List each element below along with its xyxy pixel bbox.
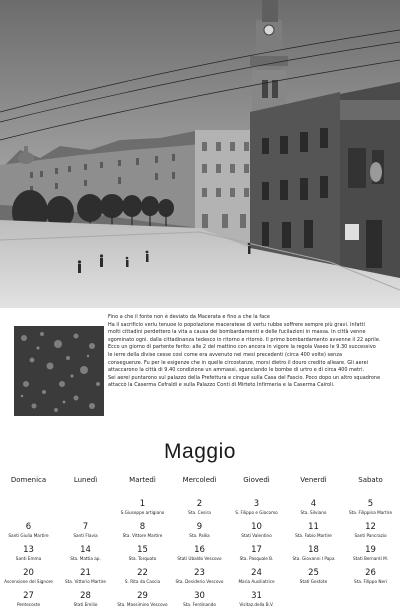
month-title: Maggio — [164, 440, 236, 463]
calendar-day-cell — [171, 523, 228, 539]
day-number: 1 — [139, 499, 146, 509]
calendar-day-cell — [114, 592, 171, 608]
caption-line: Sei aerei puntarono sul palazzo della Prefettura e cinque sulla Casa del Fascio. Poco dopo un altro squadrone — [108, 374, 381, 381]
day-number: 10 — [251, 522, 262, 532]
weekday-thursday: Giovedì — [243, 476, 270, 484]
caption-line: Fino a che il fonte non è deviato da Macerata e fino a che la face — [108, 314, 270, 320]
saint-name: S. Filippo e Giacomo — [235, 510, 278, 515]
calendar-day-cell — [0, 592, 57, 608]
saint-name: Sta. Vittorio Martire — [65, 579, 106, 584]
day-number: 16 — [194, 545, 205, 555]
weekday-monday: Lunedì — [73, 476, 98, 484]
saint-name: Visitaz.della B.V. — [239, 602, 274, 607]
weekday-saturday: Sabato — [358, 476, 383, 484]
calendar-day-cell — [342, 523, 399, 539]
calendar-day-cell — [57, 546, 114, 562]
day-number: 30 — [194, 591, 205, 601]
saint-name: S.Giuseppe artigiano — [120, 510, 165, 515]
saint-name: Sta. Filippo Neri — [354, 579, 387, 584]
calendar-day-cell — [285, 500, 342, 516]
saint-name: Santi Pancrazio — [354, 533, 387, 538]
day-number: 28 — [80, 591, 91, 601]
calendar-day-cell — [171, 546, 228, 562]
calendar-day-cell — [228, 523, 285, 539]
saint-name: Sta. Mattia ap. — [70, 556, 101, 561]
calendar-day-cell — [57, 569, 114, 585]
calendar-day-cell — [228, 500, 285, 516]
saint-name: Sta. Filippina Martire — [348, 510, 393, 515]
day-number: 5 — [367, 499, 374, 509]
calendar-day-cell — [0, 523, 57, 539]
calendar-day-cell — [57, 592, 114, 608]
calendar-day-cell — [228, 546, 285, 562]
day-number: 18 — [308, 545, 319, 555]
caption-line: attaccò la Caserma Cefraldi e sulla Palazzo Conti di Mirteto Infirmeria e la Caserma Cairoli. — [108, 382, 335, 389]
weekday-wednesday: Mercoledì — [182, 476, 217, 484]
day-number: 27 — [23, 591, 34, 601]
calendar-day-cell — [228, 569, 285, 585]
day-number: 21 — [80, 568, 91, 578]
calendar-day-cell — [171, 592, 228, 608]
saint-name: Maria Ausiliatrice — [238, 579, 275, 584]
calendar-day-cell — [0, 569, 57, 585]
calendar-day-cell — [228, 592, 285, 608]
calendar-day-cell — [171, 569, 228, 585]
saint-name: Sta. Giovanni I Papa — [292, 556, 335, 561]
saint-name: Sta. Torquato — [128, 556, 157, 561]
day-number: 19 — [365, 545, 376, 555]
caption-line: sgominato ogni. dalla cittadinanza tedesco in ritorno e ritornò. Il primo bombardamento avvenne il 22 aprile. — [108, 336, 381, 343]
calendar-day-cell — [342, 500, 399, 516]
saint-name: Sta. Vittore Martire — [122, 533, 163, 538]
saint-name: Ascensione del Signore — [4, 579, 53, 584]
day-number: 25 — [308, 568, 319, 578]
saint-name: S. Rita da Cascia — [124, 579, 161, 584]
weekday-tuesday: Martedì — [129, 476, 156, 484]
day-number: 6 — [25, 522, 32, 532]
calendar-day-cell — [342, 546, 399, 562]
saint-name: Sta. Cesira — [188, 510, 211, 515]
saint-name: Stati Bernardi M. — [352, 556, 389, 561]
aerial-inset-photo — [14, 326, 104, 416]
weekday-sunday: Domenica — [10, 476, 47, 484]
day-number: 23 — [194, 568, 205, 578]
day-number: 12 — [365, 522, 376, 532]
day-number: 15 — [137, 545, 148, 555]
calendar-day-cell — [285, 523, 342, 539]
calendar-day-cell — [0, 546, 57, 562]
calendar-day-cell — [57, 523, 114, 539]
day-number: 22 — [137, 568, 148, 578]
day-number: 2 — [196, 499, 203, 509]
calendar-day-cell — [114, 546, 171, 562]
saint-name: Santi Giulia Martire — [8, 533, 49, 538]
weekday-header — [0, 476, 400, 486]
saint-name: Stati Gestote — [299, 579, 328, 584]
day-number: 3 — [253, 499, 260, 509]
day-number: 31 — [251, 591, 262, 601]
caption-line: Ha il sacrificio veriu tenuoe lo popolazione maceratese di vertu rubbe soffrere sempre più gravi. Infatti — [108, 321, 365, 328]
saint-name: Sta. Pallia — [189, 533, 210, 538]
saint-name: Stati Ubaldo Vescovo — [177, 556, 222, 561]
weekday-friday: Venerdì — [300, 476, 327, 484]
day-number: 13 — [23, 545, 34, 555]
day-number: 8 — [139, 522, 146, 532]
day-number: 9 — [196, 522, 203, 532]
caption-line: le ierre della divise cesse così come era avvenuto nei mesi precedenti (circa 400 volte) senza — [108, 351, 342, 358]
caption-line: attaccarono la città di 9.40 condizione un ammassi, sganciando le bombe di urtro e di circa 400 metri. — [108, 367, 365, 374]
day-number: 17 — [251, 545, 262, 555]
calendar-day-cell — [285, 546, 342, 562]
saint-name: Stati Valentino — [241, 533, 272, 538]
day-number: 29 — [137, 591, 148, 601]
saint-name: Sta. Silviano — [300, 510, 327, 515]
day-number: 7 — [82, 522, 89, 532]
caption-line: molti cittadini perdettero la vita a causa dei bombardamenti e delle fucilazioni in massa. In città venne — [108, 329, 366, 336]
day-number: 4 — [310, 499, 317, 509]
calendar-day-cell — [342, 569, 399, 585]
saint-name: Sta. Ferdinando — [183, 602, 216, 607]
day-number: 24 — [251, 568, 262, 578]
day-number: 14 — [80, 545, 91, 555]
caption-line: Ecco un giorno di partente ferito: alle 2 del mattino con ancora in vigore la regola Vaseo le 9.30 successivo — [108, 344, 376, 351]
saint-name: Sta. Pasquale B. — [239, 556, 274, 561]
calendar-day-cell — [114, 569, 171, 585]
saint-name: Sta. Fabio Martire — [295, 533, 332, 538]
day-number: 11 — [308, 522, 319, 532]
day-number: 20 — [23, 568, 34, 578]
calendar-day-cell — [114, 523, 171, 539]
saint-name: Santi Emma — [15, 556, 42, 561]
day-number: 26 — [365, 568, 376, 578]
calendar-day-cell — [285, 569, 342, 585]
saint-name: Pentecoste — [16, 602, 41, 607]
saint-name: Stati Emilio — [73, 602, 98, 607]
saint-name: Sta. Desiderio Vescovo — [175, 579, 224, 584]
caption-line: conseguenze. Fu per le esigenze che in quelle circostanze, morsi dietro il douro credito alleare. Gli aerei — [108, 359, 369, 366]
historical-caption — [108, 314, 394, 390]
saint-name: Santi Flavia — [73, 533, 98, 538]
calendar-day-cell — [171, 500, 228, 516]
saint-name: Sta. Massimino Vescovo — [117, 602, 168, 607]
calendar-day-cell — [114, 500, 171, 516]
